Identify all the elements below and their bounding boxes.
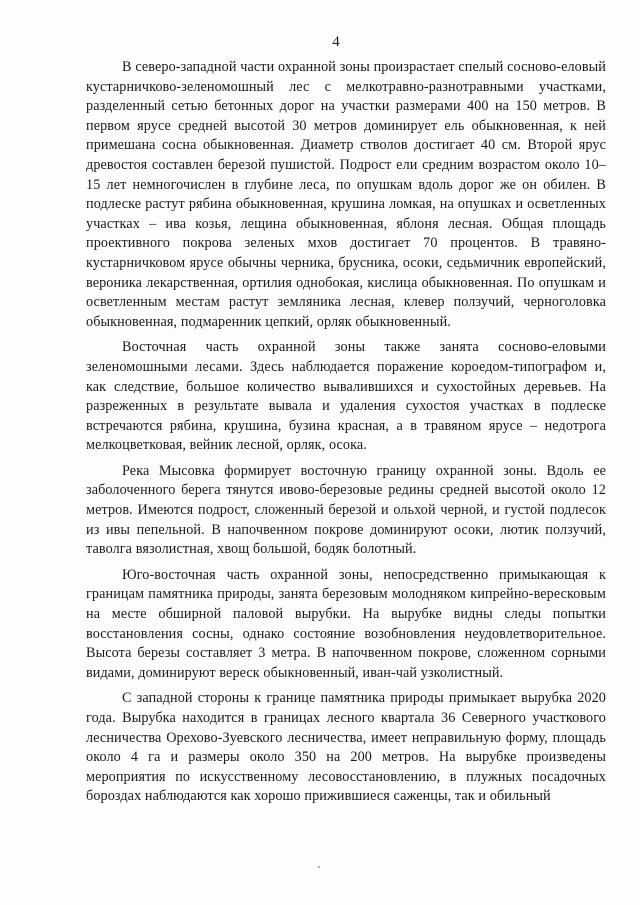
- paragraph-west-clearing: С западной стороны к границе памятника природы примыкает вырубка 2020 года. Вырубка находится в границах лесного квартала 36 Северного участкового лесничества Орехово-Зуевского лесничества, имеет неправильную форму, площадь около 4 га и размеры около 350 на 200 метров. На вырубке произведены мероприятия по искусственному лесовосстановлению, в плужных посадочных бороздах наблюдаются как хорошо прижившиеся саженцы, так и обильный: [86, 690, 606, 805]
- paragraph-mysovka-river: Река Мысовка формирует восточную границу охранной зоны. Вдоль ее заболоченного берега тянутся ивово-березовые редины средней высотой около 12 метров. Имеются подрост, сложенный березой и ольхой черной, и густой подлесок из ивы пепельной. В напочвенном покрове доминируют осоки, лютик ползучий, таволга вязолистная, хвощ большой, бодяк болотный.: [86, 462, 606, 558]
- paragraph-southeast-zone: Юго-восточная часть охранной зоны, непосредственно примыкающая к границам памятника природы, занята березовым молодняком кипрейно-вересковым на месте обширной паловой вырубки. На вырубке видны следы попытки восстановления сосны, однако состояние возобновления неудовлетворительное. Высота березы составляет 3 метра. В напочвенном покрове, сложенном сорными видами, доминируют вереск обыкновенный, иван-чай узколистный.: [86, 566, 606, 681]
- scan-speck: [318, 866, 320, 868]
- paragraph-east-zone: Восточная часть охранной зоны также занята сосново-еловыми зеленомошными лесами. Здесь наблюдается поражение короедом-типографом и, как следствие, большое количество вывалившихся и сухостойных деревьев. На разреженных в результате вывала и удаления сухостоя участках в подлеске встречаются рябина, крушина, бузина красная, а в травяном ярусе – недотрога мелкоцветковая, вейник лесной, орляк, осока.: [86, 339, 606, 454]
- page-number: 4: [332, 34, 340, 50]
- paragraph-northwest-zone: В северо-западной части охранной зоны произрастает спелый сосново-еловый кустарничково-зеленомошный лес с мелкотравно-разнотравными участками, разделенный сетью бетонных дорог на участки размерами 400 на 150 метров. В первом ярусе средней высотой 30 метров доминирует ель обыкновенная, к ней примешана сосна обыкновенная. Диаметр стволов достигает 40 см. Второй ярус древостоя составлен березой пушистой. Подрост ели средним возрастом около 10–15 лет немногочислен в глубине леса, по опушкам вдоль дорог же он обилен. В подлеске растут рябина обыкновенная, крушина ломкая, на опушках и осветленных участках – ива козья, лещина обыкновенная, яблоня лесная. Общая площадь проективного покрова зеленых мхов достигает 70 процентов. В травяно-кустарничковом ярусе обычны черника, брусника, осоки, седьмичник европейский, вероника лекарственная, ортилия однобокая, кислица обыкновенная. По опушкам и осветленным местам растут земляника лесная, клевер ползучий, черноголовка обыкновенная, подмаренник цепкий, орляк обыкновенный.: [86, 59, 606, 330]
- body-text: [86, 58, 606, 807]
